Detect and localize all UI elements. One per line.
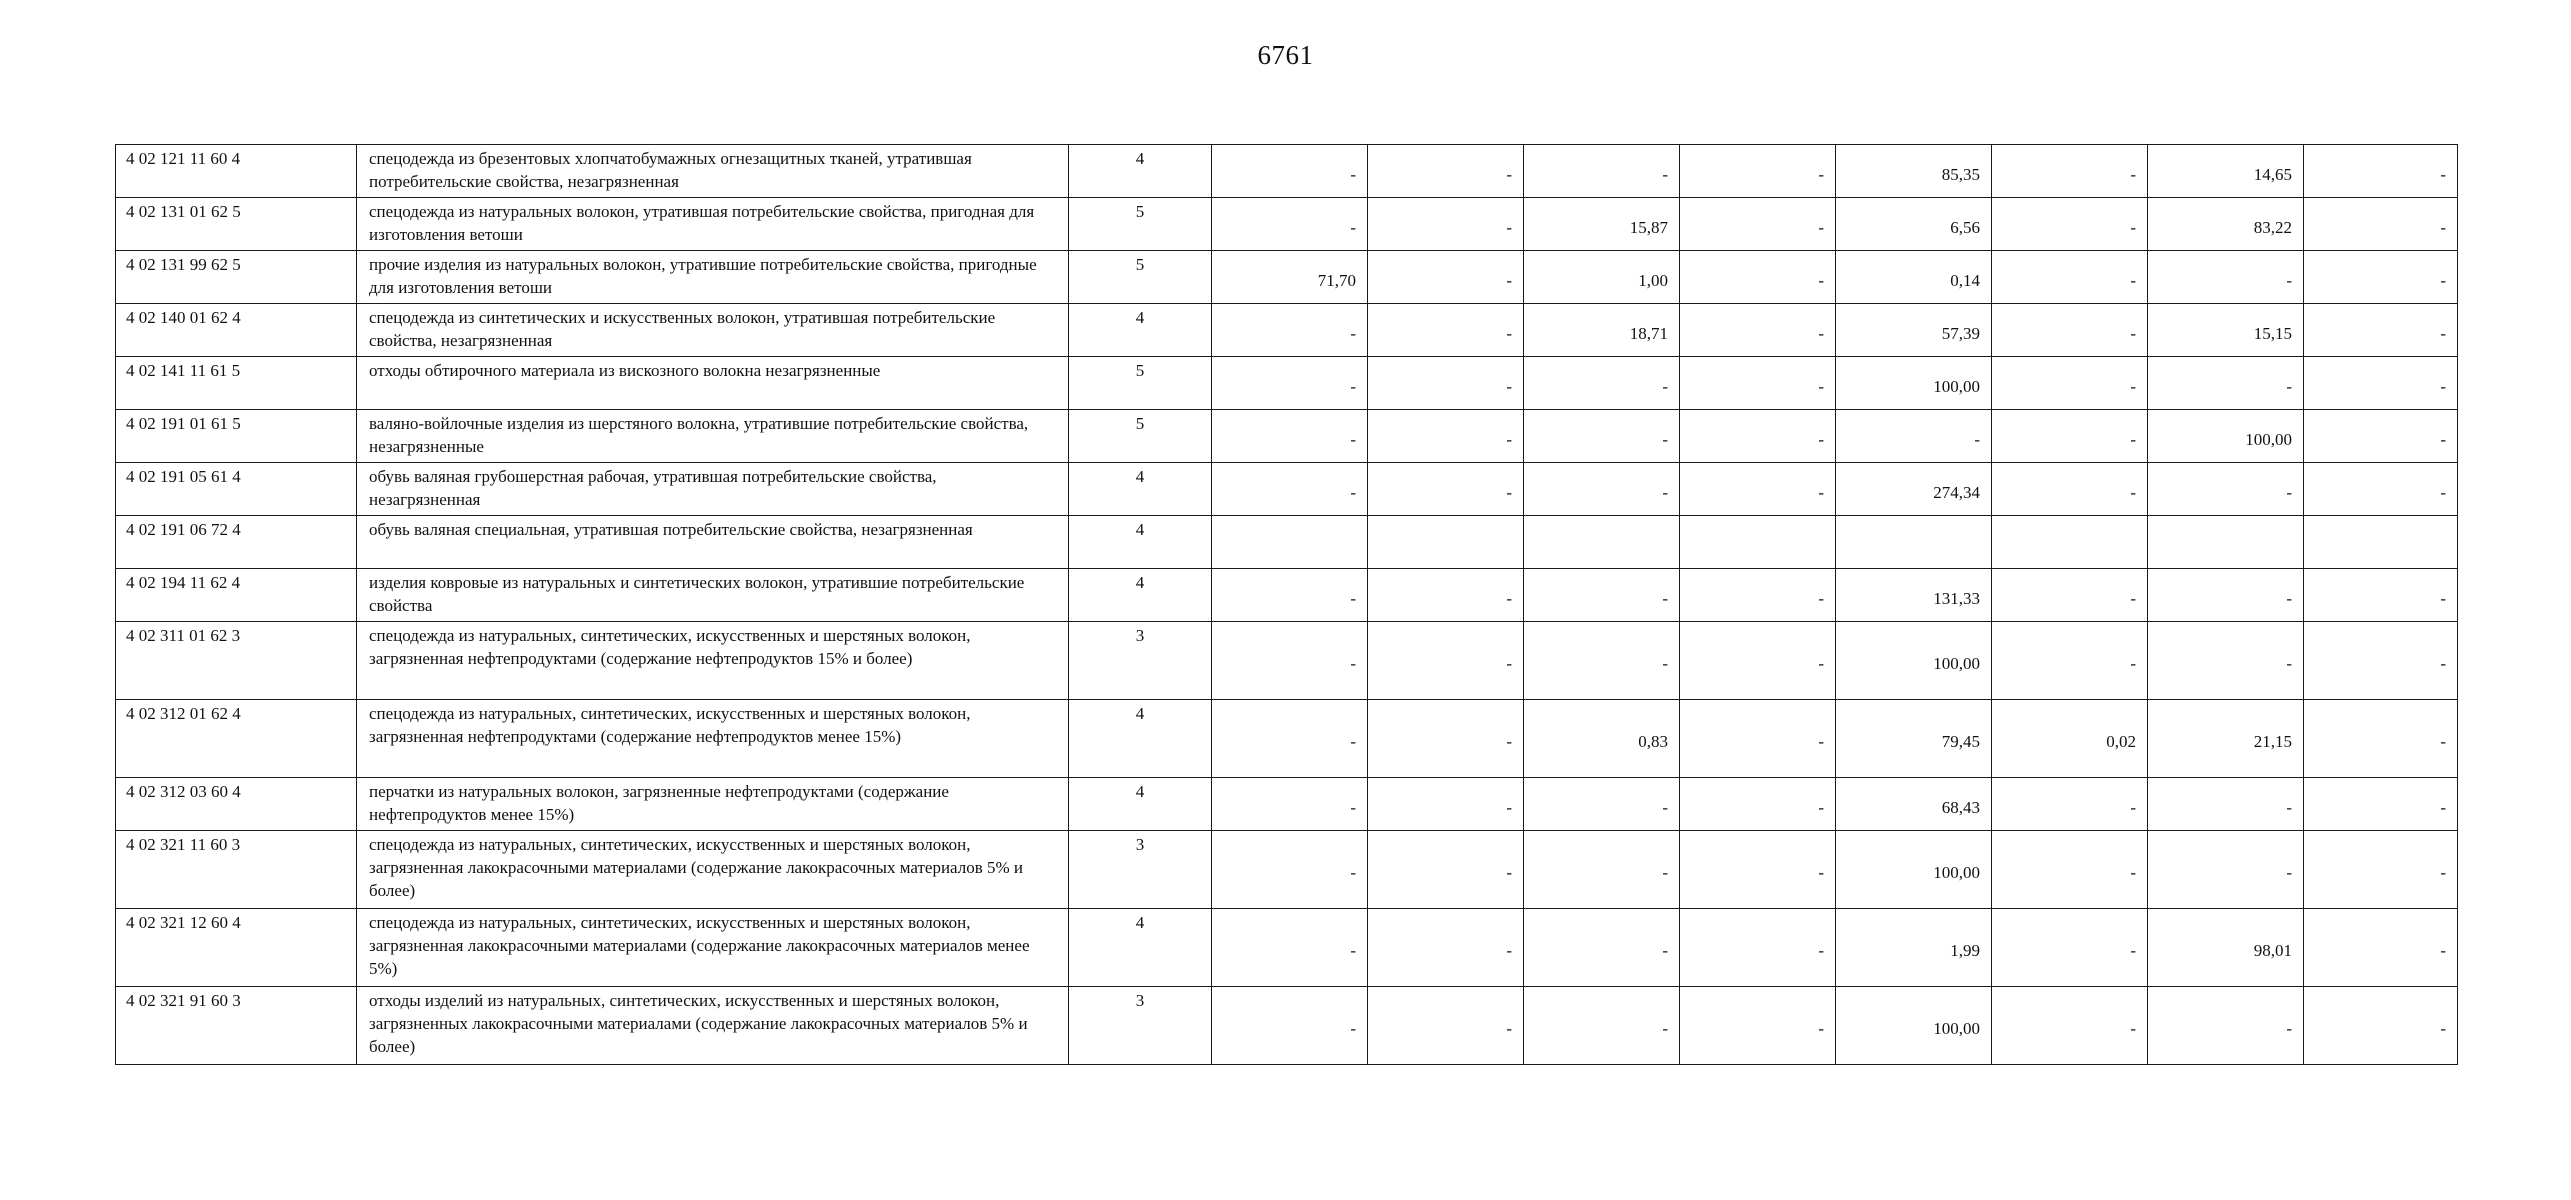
value-cell: -	[1212, 569, 1368, 622]
table-row	[116, 463, 2458, 516]
value-cell: 0,02	[1992, 700, 2148, 778]
hazard-class-cell: 5	[1069, 357, 1212, 410]
value-cell: -	[1992, 987, 2148, 1065]
value-cell: -	[1680, 198, 1836, 251]
value-cell: -	[1368, 357, 1524, 410]
value-cell	[1680, 516, 1836, 569]
value-cell: -	[1524, 909, 1680, 987]
value-cell: 0,14	[1836, 251, 1992, 304]
value-cell: -	[1680, 145, 1836, 198]
hazard-class-cell: 4	[1069, 700, 1212, 778]
hazard-class-cell: 4	[1069, 516, 1212, 569]
value-cell: -	[1524, 778, 1680, 831]
value-cell: -	[1992, 622, 2148, 700]
table-row	[116, 700, 2458, 778]
value-cell: -	[1368, 463, 1524, 516]
value-cell: -	[1680, 357, 1836, 410]
value-cell: -	[1212, 357, 1368, 410]
waste-code-cell: 4 02 321 11 60 3	[116, 831, 357, 909]
value-cell: -	[1524, 569, 1680, 622]
value-cell: -	[1680, 304, 1836, 357]
table-row	[116, 516, 2458, 569]
value-cell: 83,22	[2148, 198, 2304, 251]
value-cell	[1836, 516, 1992, 569]
waste-name-cell: спецодежда из натуральных, синтетических, искусственных и шерстяных волокон, загрязненная лакокрасочными материалами (содержание лакокрасочных материалов менее 5%)	[357, 909, 1069, 987]
value-cell: -	[1524, 145, 1680, 198]
value-cell: 274,34	[1836, 463, 1992, 516]
waste-code-cell: 4 02 311 01 62 3	[116, 622, 357, 700]
waste-name-cell: спецодежда из натуральных, синтетических, искусственных и шерстяных волокон, загрязненная нефтепродуктами (содержание нефтепродуктов 15% и более)	[357, 622, 1069, 700]
value-cell: -	[2304, 987, 2458, 1065]
waste-name-cell: перчатки из натуральных волокон, загрязненные нефтепродуктами (содержание нефтепродуктов менее 15%)	[357, 778, 1069, 831]
value-cell: -	[2304, 304, 2458, 357]
value-cell: -	[1212, 145, 1368, 198]
value-cell: 15,15	[2148, 304, 2304, 357]
value-cell: -	[1680, 778, 1836, 831]
value-cell: 100,00	[1836, 831, 1992, 909]
value-cell: -	[1212, 778, 1368, 831]
waste-name-cell: обувь валяная специальная, утратившая потребительские свойства, незагрязненная	[357, 516, 1069, 569]
value-cell: -	[1524, 622, 1680, 700]
value-cell: -	[1992, 831, 2148, 909]
value-cell: -	[1680, 410, 1836, 463]
table-row	[116, 410, 2458, 463]
value-cell: -	[2304, 463, 2458, 516]
value-cell: -	[1836, 410, 1992, 463]
waste-name-cell: спецодежда из натуральных, синтетических, искусственных и шерстяных волокон, загрязненная нефтепродуктами (содержание нефтепродуктов менее 15%)	[357, 700, 1069, 778]
value-cell	[1368, 516, 1524, 569]
hazard-class-cell: 3	[1069, 622, 1212, 700]
waste-code-cell: 4 02 312 03 60 4	[116, 778, 357, 831]
value-cell: -	[1368, 145, 1524, 198]
table-row	[116, 831, 2458, 909]
value-cell: 18,71	[1524, 304, 1680, 357]
value-cell: -	[2304, 778, 2458, 831]
table-row	[116, 987, 2458, 1065]
value-cell: 68,43	[1836, 778, 1992, 831]
hazard-class-cell: 3	[1069, 987, 1212, 1065]
value-cell: -	[1992, 357, 2148, 410]
value-cell: -	[2148, 831, 2304, 909]
hazard-class-cell: 4	[1069, 569, 1212, 622]
hazard-class-cell: 4	[1069, 304, 1212, 357]
waste-code-cell: 4 02 321 91 60 3	[116, 987, 357, 1065]
value-cell: -	[1212, 410, 1368, 463]
value-cell: -	[2148, 987, 2304, 1065]
value-cell: -	[2304, 622, 2458, 700]
waste-code-cell: 4 02 140 01 62 4	[116, 304, 357, 357]
value-cell: -	[2148, 622, 2304, 700]
waste-code-cell: 4 02 131 01 62 5	[116, 198, 357, 251]
hazard-class-cell: 4	[1069, 145, 1212, 198]
value-cell: -	[1680, 622, 1836, 700]
value-cell: -	[1680, 700, 1836, 778]
value-cell: -	[1212, 700, 1368, 778]
value-cell: 100,00	[1836, 987, 1992, 1065]
value-cell: -	[2304, 410, 2458, 463]
page-number: 6761	[1257, 40, 1314, 70]
value-cell: -	[2148, 569, 2304, 622]
waste-name-cell: прочие изделия из натуральных волокон, утратившие потребительские свойства, пригодные для изготовления ветоши	[357, 251, 1069, 304]
waste-code-cell: 4 02 191 01 61 5	[116, 410, 357, 463]
hazard-class-cell: 5	[1069, 198, 1212, 251]
hazard-class-cell: 4	[1069, 909, 1212, 987]
table-row	[116, 569, 2458, 622]
table-row	[116, 622, 2458, 700]
value-cell: -	[2304, 569, 2458, 622]
waste-code-cell: 4 02 191 05 61 4	[116, 463, 357, 516]
value-cell: 100,00	[2148, 410, 2304, 463]
value-cell: -	[1524, 357, 1680, 410]
value-cell: -	[1368, 622, 1524, 700]
value-cell	[1212, 516, 1368, 569]
table-row	[116, 198, 2458, 251]
value-cell: -	[1212, 987, 1368, 1065]
value-cell	[1992, 516, 2148, 569]
hazard-class-cell: 4	[1069, 778, 1212, 831]
value-cell: 1,99	[1836, 909, 1992, 987]
value-cell: -	[1212, 463, 1368, 516]
value-cell: -	[1368, 198, 1524, 251]
waste-code-cell: 4 02 121 11 60 4	[116, 145, 357, 198]
value-cell: 1,00	[1524, 251, 1680, 304]
value-cell: 71,70	[1212, 251, 1368, 304]
table-body	[116, 145, 2458, 1065]
value-cell: -	[1992, 463, 2148, 516]
value-cell: 85,35	[1836, 145, 1992, 198]
value-cell: -	[1680, 987, 1836, 1065]
value-cell: -	[1992, 198, 2148, 251]
value-cell: -	[1680, 463, 1836, 516]
value-cell: -	[1212, 622, 1368, 700]
waste-table	[115, 144, 2458, 1065]
table-row	[116, 357, 2458, 410]
value-cell: -	[1524, 410, 1680, 463]
value-cell: -	[1680, 251, 1836, 304]
waste-name-cell: изделия ковровые из натуральных и синтетических волокон, утратившие потребительские свойства	[357, 569, 1069, 622]
value-cell: 100,00	[1836, 622, 1992, 700]
waste-code-cell: 4 02 312 01 62 4	[116, 700, 357, 778]
value-cell: -	[1992, 251, 2148, 304]
value-cell	[2148, 516, 2304, 569]
value-cell: -	[1368, 304, 1524, 357]
value-cell: -	[1992, 569, 2148, 622]
value-cell: -	[1212, 831, 1368, 909]
hazard-class-cell: 3	[1069, 831, 1212, 909]
value-cell: -	[1368, 778, 1524, 831]
value-cell: -	[2148, 778, 2304, 831]
value-cell: -	[1680, 569, 1836, 622]
waste-name-cell: спецодежда из натуральных волокон, утратившая потребительские свойства, пригодная для изготовления ветоши	[357, 198, 1069, 251]
table-row	[116, 778, 2458, 831]
value-cell: 98,01	[2148, 909, 2304, 987]
value-cell: -	[1992, 410, 2148, 463]
value-cell: -	[2304, 831, 2458, 909]
value-cell: -	[2304, 909, 2458, 987]
value-cell: 14,65	[2148, 145, 2304, 198]
table-row	[116, 909, 2458, 987]
table-row	[116, 145, 2458, 198]
hazard-class-cell: 5	[1069, 410, 1212, 463]
value-cell: -	[1992, 909, 2148, 987]
value-cell: 21,15	[2148, 700, 2304, 778]
waste-name-cell: отходы обтирочного материала из вискозного волокна незагрязненные	[357, 357, 1069, 410]
value-cell: -	[1368, 569, 1524, 622]
value-cell: -	[1524, 463, 1680, 516]
value-cell: 57,39	[1836, 304, 1992, 357]
value-cell: -	[2304, 700, 2458, 778]
value-cell: -	[1212, 198, 1368, 251]
value-cell: -	[1368, 410, 1524, 463]
waste-name-cell: валяно-войлочные изделия из шерстяного волокна, утратившие потребительские свойства, незагрязненные	[357, 410, 1069, 463]
value-cell: -	[2148, 251, 2304, 304]
value-cell: -	[1680, 831, 1836, 909]
waste-name-cell: спецодежда из брезентовых хлопчатобумажных огнезащитных тканей, утратившая потребительские свойства, незагрязненная	[357, 145, 1069, 198]
waste-name-cell: обувь валяная грубошерстная рабочая, утратившая потребительские свойства, незагрязненная	[357, 463, 1069, 516]
value-cell: -	[1992, 778, 2148, 831]
value-cell: 0,83	[1524, 700, 1680, 778]
hazard-class-cell: 4	[1069, 463, 1212, 516]
value-cell: 131,33	[1836, 569, 1992, 622]
value-cell	[1524, 516, 1680, 569]
value-cell: -	[1992, 304, 2148, 357]
value-cell: -	[1368, 831, 1524, 909]
value-cell: -	[1680, 909, 1836, 987]
value-cell: -	[2148, 463, 2304, 516]
value-cell: -	[1368, 251, 1524, 304]
value-cell: -	[2304, 357, 2458, 410]
value-cell: 100,00	[1836, 357, 1992, 410]
value-cell: -	[1524, 987, 1680, 1065]
waste-name-cell: спецодежда из натуральных, синтетических, искусственных и шерстяных волокон, загрязненная лакокрасочными материалами (содержание лакокрасочных материалов 5% и более)	[357, 831, 1069, 909]
value-cell: -	[1212, 304, 1368, 357]
waste-code-cell: 4 02 321 12 60 4	[116, 909, 357, 987]
value-cell: -	[2304, 145, 2458, 198]
value-cell: 15,87	[1524, 198, 1680, 251]
value-cell: -	[1524, 831, 1680, 909]
value-cell: -	[2148, 357, 2304, 410]
table-row	[116, 251, 2458, 304]
waste-code-cell: 4 02 141 11 61 5	[116, 357, 357, 410]
value-cell: -	[2304, 251, 2458, 304]
waste-name-cell: отходы изделий из натуральных, синтетических, искусственных и шерстяных волокон, загрязненных лакокрасочными материалами (содержание лакокрасочных материалов 5% и более)	[357, 987, 1069, 1065]
value-cell	[2304, 516, 2458, 569]
waste-code-cell: 4 02 194 11 62 4	[116, 569, 357, 622]
value-cell: -	[1212, 909, 1368, 987]
waste-code-cell: 4 02 131 99 62 5	[116, 251, 357, 304]
value-cell: 6,56	[1836, 198, 1992, 251]
value-cell: -	[1368, 909, 1524, 987]
value-cell: -	[2304, 198, 2458, 251]
waste-name-cell: спецодежда из синтетических и искусственных волокон, утратившая потребительские свойства, незагрязненная	[357, 304, 1069, 357]
value-cell: -	[1368, 987, 1524, 1065]
hazard-class-cell: 5	[1069, 251, 1212, 304]
table-row	[116, 304, 2458, 357]
waste-code-cell: 4 02 191 06 72 4	[116, 516, 357, 569]
value-cell: -	[1992, 145, 2148, 198]
value-cell: -	[1368, 700, 1524, 778]
value-cell: 79,45	[1836, 700, 1992, 778]
